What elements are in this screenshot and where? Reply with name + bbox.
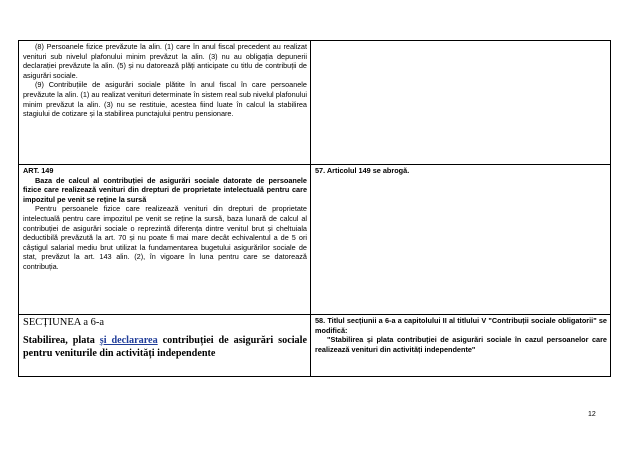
table-row bbox=[19, 315, 611, 377]
table-row bbox=[19, 41, 611, 165]
article-149-label: ART. 149 bbox=[23, 166, 54, 175]
section-subtitle-part1: Stabilirea, plata bbox=[23, 335, 100, 346]
page-number: 12 bbox=[588, 411, 596, 418]
table-row bbox=[19, 165, 611, 315]
section-subtitle-part2: contribuției de asigurări sociale pentru veniturile din activități independente bbox=[23, 335, 308, 359]
section-title: SECȚIUNEA a 6-a bbox=[23, 317, 105, 328]
section-subtitle bbox=[23, 335, 307, 360]
article-149-heading: Baza de calcul al contribuției de asigurări sociale datorate de persoanele fizice care realizează venituri din drepturi de proprietate intelectuală pentru care impozitul pe venit se reține la sursă bbox=[23, 175, 307, 204]
section-subtitle-underlined: și declararea bbox=[99, 335, 158, 346]
amendment-58-line1: 58. Titlul secțiunii a 6-a a capitolului II al titlului V "Contribuții sociale obligatorii" se modifică: bbox=[315, 316, 607, 335]
cell-current-law-paragraphs-8-9 bbox=[19, 41, 311, 165]
cell-amendment-58 bbox=[311, 315, 611, 377]
article-149-body: Pentru persoanele fizice care realizează venituri din drepturi de proprietate intelectuală pentru care impozitul pe venit se reține la sursă, baza lunară de calcul al contribuției de asigurări sociale o reprezintă diferența dintre venitul brut și cheltuiala deductibilă prevăzută la art. 70 și nu poate fi mai mare decât echivalentul a de 5 ori câștigul salarial mediu brut utilizat la fundamentarea bugetului asigurărilor sociale de stat, prevăzut la art. 143 alin. (2), în vigoare în luna pentru care se datorează contribuția. bbox=[23, 204, 307, 271]
cell-amendment-57 bbox=[311, 165, 611, 315]
cell-section-6a bbox=[19, 315, 311, 377]
amendment-58-line2: "Stabilirea și plata contribuției de asigurări sociale în cazul persoanelor care realizează venituri din activități independente" bbox=[315, 335, 607, 354]
paragraph-8: (8) Persoanele fizice prevăzute la alin. (1) care în anul fiscal precedent au realizat venituri sub nivelul plafonului minim prevăzut la alin. (3) nu au obligația depunerii declarației prevăzute la alin. (5) și nu datorează plăți anticipate cu titlu de contribuții de asigurări sociale. bbox=[23, 42, 307, 80]
cell-amendment-empty bbox=[311, 41, 611, 165]
comparison-table bbox=[18, 40, 611, 377]
amendment-57-text: 57. Articolul 149 se abrogă. bbox=[315, 166, 410, 175]
paragraph-9: (9) Contribuțiile de asigurări sociale plătite în anul fiscal în care persoanele prevăzute la alin. (1) au realizat venituri determinate în sistem real sub nivelul plafonului minim prevăzut la alin. (3) nu se restituie, acestea fiind luate în calcul la stabilirea stagiului de cotizare și la stabilirea punctajului pentru pensionare. bbox=[23, 80, 307, 119]
cell-article-149 bbox=[19, 165, 311, 315]
